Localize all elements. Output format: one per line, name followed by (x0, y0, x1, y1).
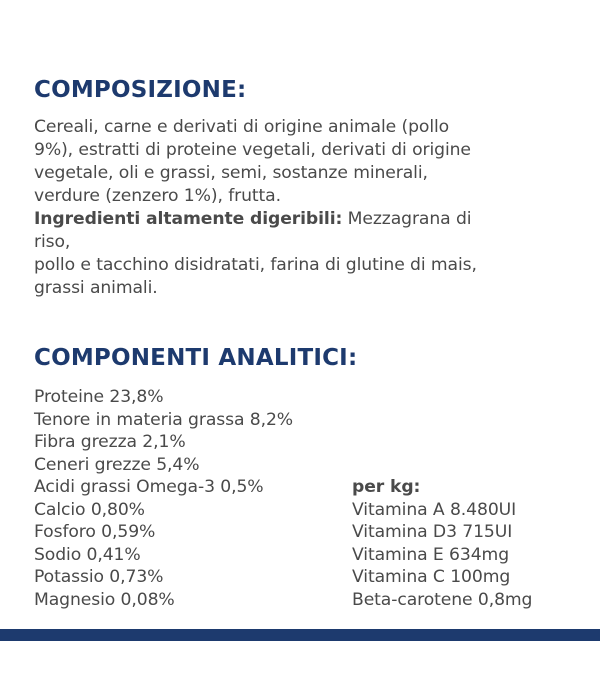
nutrient-item: Sodio 0,41% (34, 544, 141, 565)
composition-line: Cereali, carne e derivati di origine animale (pollo (34, 117, 450, 137)
vitamin-item: Vitamina D3 715UI (352, 522, 513, 542)
nutrient-list (34, 386, 293, 611)
nutrient-item: Fibra grezza 2,1% (34, 432, 186, 452)
digestible-text: Mezzagrana di (342, 209, 472, 229)
digestible-label: Ingredienti altamente digeribili: (34, 209, 343, 229)
vitamin-item: Vitamina A 8.480UI (352, 499, 517, 520)
composition-heading: COMPOSIZIONE: (34, 77, 247, 103)
analytical-heading: COMPONENTI ANALITICI: (34, 345, 358, 371)
vitamin-item: Beta-carotene 0,8mg (352, 589, 533, 610)
vitamin-list (352, 476, 532, 611)
per-kg-label: per kg: (352, 477, 421, 497)
nutrient-item: Potassio 0,73% (34, 567, 164, 587)
digestible-line: pollo e tacchino disidratati, farina di glutine di mais, (34, 255, 477, 275)
vitamin-item: Vitamina E 634mg (352, 544, 510, 565)
composition-line: 9%), estratti di proteine vegetali, derivati di origine (34, 140, 471, 160)
nutrient-item: Ceneri grezze 5,4% (34, 454, 200, 475)
nutrient-item: Magnesio 0,08% (34, 589, 175, 610)
nutrient-item: Tenore in materia grassa 8,2% (34, 409, 294, 430)
nutrient-item: Acidi grassi Omega-3 0,5% (34, 477, 264, 497)
nutrient-item: Calcio 0,80% (34, 499, 145, 520)
digestible-line: grassi animali. (34, 278, 158, 298)
composition-line: vegetale, oli e grassi, semi, sostanze minerali, (34, 163, 428, 183)
nutrient-item: Fosforo 0,59% (34, 522, 156, 542)
composition-line: verdure (zenzero 1%), frutta. (34, 186, 281, 206)
digestible-line: riso, (34, 232, 71, 252)
digestible-line (34, 208, 594, 231)
nutrient-item: Proteine 23,8% (34, 387, 164, 407)
footer-bar (0, 629, 600, 641)
composition-text (34, 116, 594, 300)
vitamin-item: Vitamina C 100mg (352, 567, 511, 587)
